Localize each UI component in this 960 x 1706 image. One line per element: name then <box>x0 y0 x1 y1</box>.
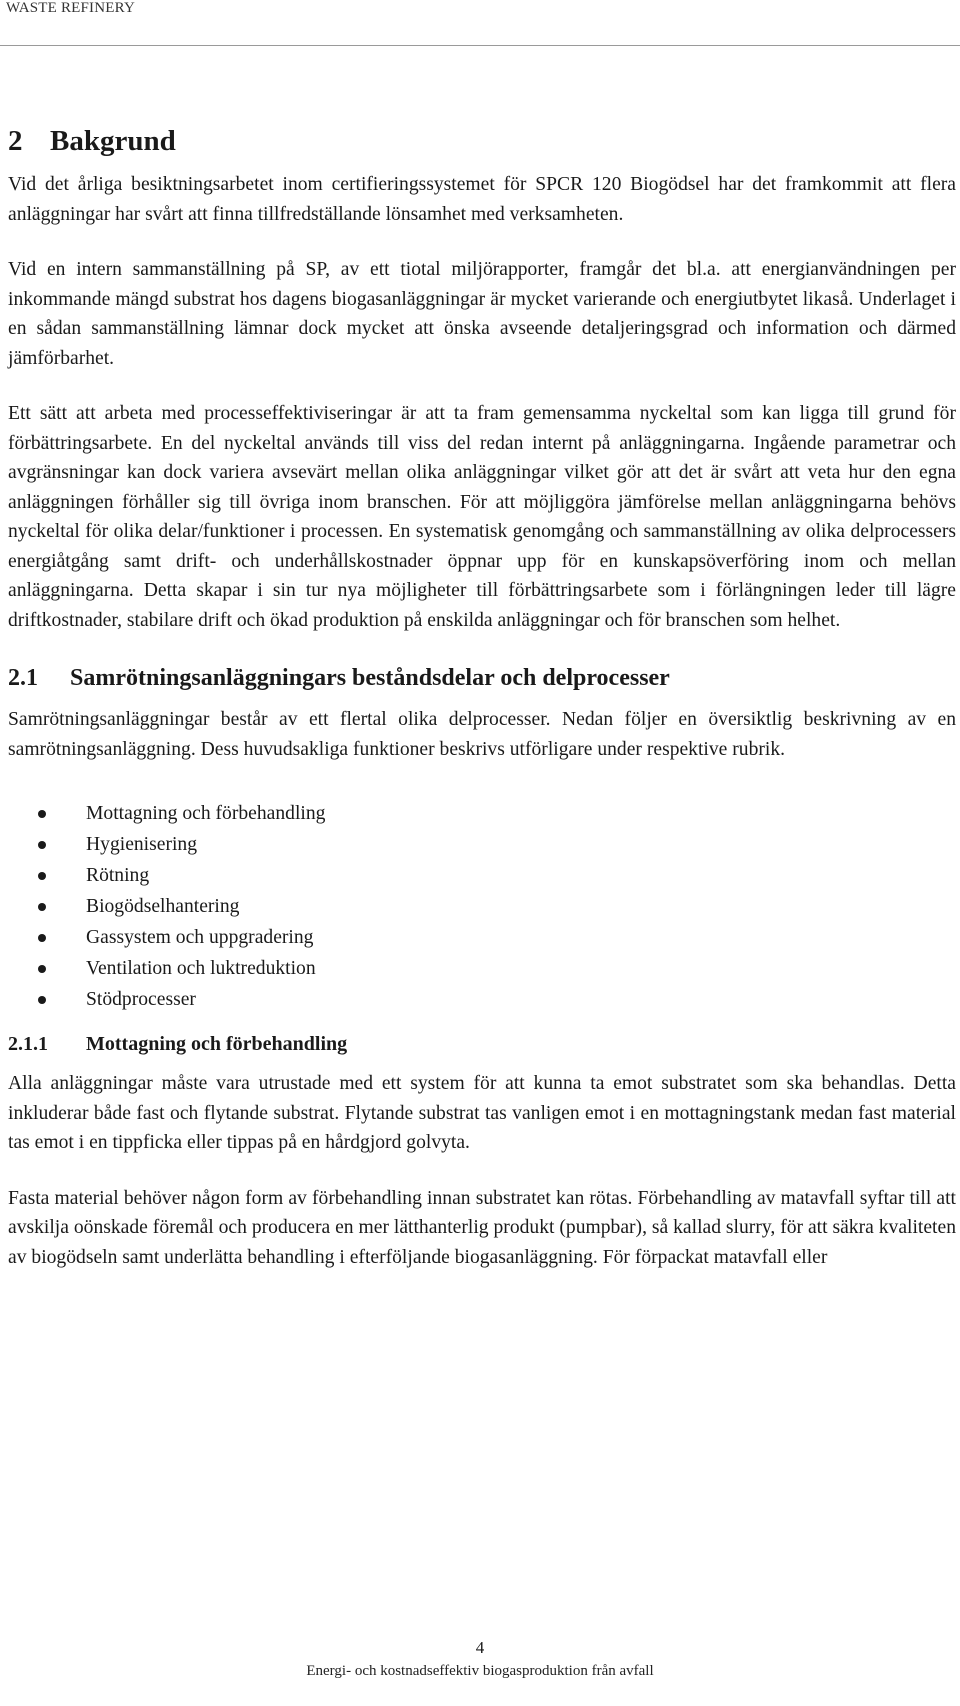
paragraph: Vid det årliga besiktningsarbetet inom certifieringssystemet för SPCR 120 Biogödsel har det framkommit att flera anläggningar har svårt att finna tillfredställande lönsamhet med verksamheten. <box>8 174 956 225</box>
list-item <box>8 891 956 922</box>
list-item-label: Stödprocesser <box>86 989 196 1010</box>
list-item <box>8 984 956 1015</box>
paragraph: Ett sätt att arbeta med processeffektiviseringar är att ta fram gemensamma nyckeltal som kan ligga till grund för förbättringsarbete. En del nyckeltal används till viss del redan internt på anläggningarna. Ingående parametrar och avgränsningar kan dock variera avsevärt mellan olika anläggningar vilket gör att det är svårt att veta hur den egna anläggningen förhåller sig till övriga inom branschen. För att möjliggöra jämförelse mellan anläggningarna behövs nyckeltal för olika delar/funktioner i processen. En systematisk genomgång och sammanställning av olika delprocessers energiåtgång samt drift- och underhållskostnader öppnar upp för en kunskapsöverföring inom och mellan anläggningarna. Detta skapar i sin tur nya möjligheter till förbättringsarbete som i förlängningen leder till lägre driftkostnader, stabilare drift och ökad produktion på enskilda anläggningar och för branschen som helhet. <box>8 403 956 631</box>
list-item-label: Biogödselhantering <box>86 896 240 917</box>
page-footer <box>0 1636 960 1682</box>
paragraph: Vid en intern sammanställning på SP, av ett tiotal miljörapporter, framgår det bl.a. att energianvändningen per inkommande mängd substrat hos dagens biogasanläggningar är mycket varierande och energiutbytet likaså. Underlaget i en sådan sammanställning lämnar dock mycket att önska avseende detaljeringsgrad och information och därmed jämförbarhet. <box>8 259 956 369</box>
list-item-label: Rötning <box>86 865 150 886</box>
bullet-icon <box>38 872 46 880</box>
list-item-label: Ventilation och luktreduktion <box>86 958 316 979</box>
bullet-list <box>8 798 956 1015</box>
paragraph: Samrötningsanläggningar består av ett flertal olika delprocesser. Nedan följer en översiktlig beskrivning av en samrötningsanläggning. Dess huvudsakliga funktioner beskrivs utförligare under respektive rubrik. <box>8 709 956 760</box>
bullet-icon <box>38 965 46 973</box>
section-title: Bakgrund <box>50 125 176 157</box>
paragraph: Fasta material behöver någon form av förbehandling innan substratet kan rötas. Förbehandling av matavfall syftar till att avskilja oönskade föremål och producera en mer lätthanterlig produkt (pumpbar), så kallad slurry, för att säkra kvaliteten av biogödseln samt underlätta behandling i efterföljande biogasanläggning. För förpackat matavfall eller <box>8 1187 956 1268</box>
list-item <box>8 798 956 829</box>
paragraph: Alla anläggningar måste vara utrustade med ett system för att kunna ta emot substratet som ska behandlas. Detta inkluderar både fast och flytande substrat. Flytande substrat tas vanligen emot i en mottagningstank medan fast material tas emot i en tippficka eller tippas på en hårdgjord golvyta. <box>8 1073 956 1153</box>
list-item-label: Mottagning och förbehandling <box>86 803 326 824</box>
subsection-heading <box>8 661 956 695</box>
list-item-label: Gassystem och uppgradering <box>86 927 314 948</box>
subsubsection-number: 2.1.1 <box>8 1033 48 1055</box>
subsubsection-title: Mottagning och förbehandling <box>86 1033 348 1055</box>
list-item <box>8 922 956 953</box>
list-item <box>8 953 956 984</box>
running-header <box>0 0 960 46</box>
subsection-title: Samrötningsanläggningars beståndsdelar och delprocesser <box>70 665 670 691</box>
subsection-number: 2.1 <box>8 665 38 691</box>
bullet-icon <box>38 810 46 818</box>
list-item-label: Hygienisering <box>86 834 198 855</box>
bullet-icon <box>38 903 46 911</box>
list-item <box>8 860 956 891</box>
section-heading <box>8 120 956 162</box>
bullet-icon <box>38 841 46 849</box>
header-title: WASTE REFINERY <box>6 0 136 16</box>
document-body <box>8 120 956 1272</box>
bullet-icon <box>38 996 46 1004</box>
section-number: 2 <box>8 125 23 157</box>
list-item <box>8 829 956 860</box>
bullet-icon <box>38 934 46 942</box>
page-number: 4 <box>475 1638 485 1657</box>
footer-title: Energi- och kostnadseffektiv biogasproduktion från avfall <box>306 1663 654 1679</box>
subsubsection-heading <box>8 1029 956 1059</box>
